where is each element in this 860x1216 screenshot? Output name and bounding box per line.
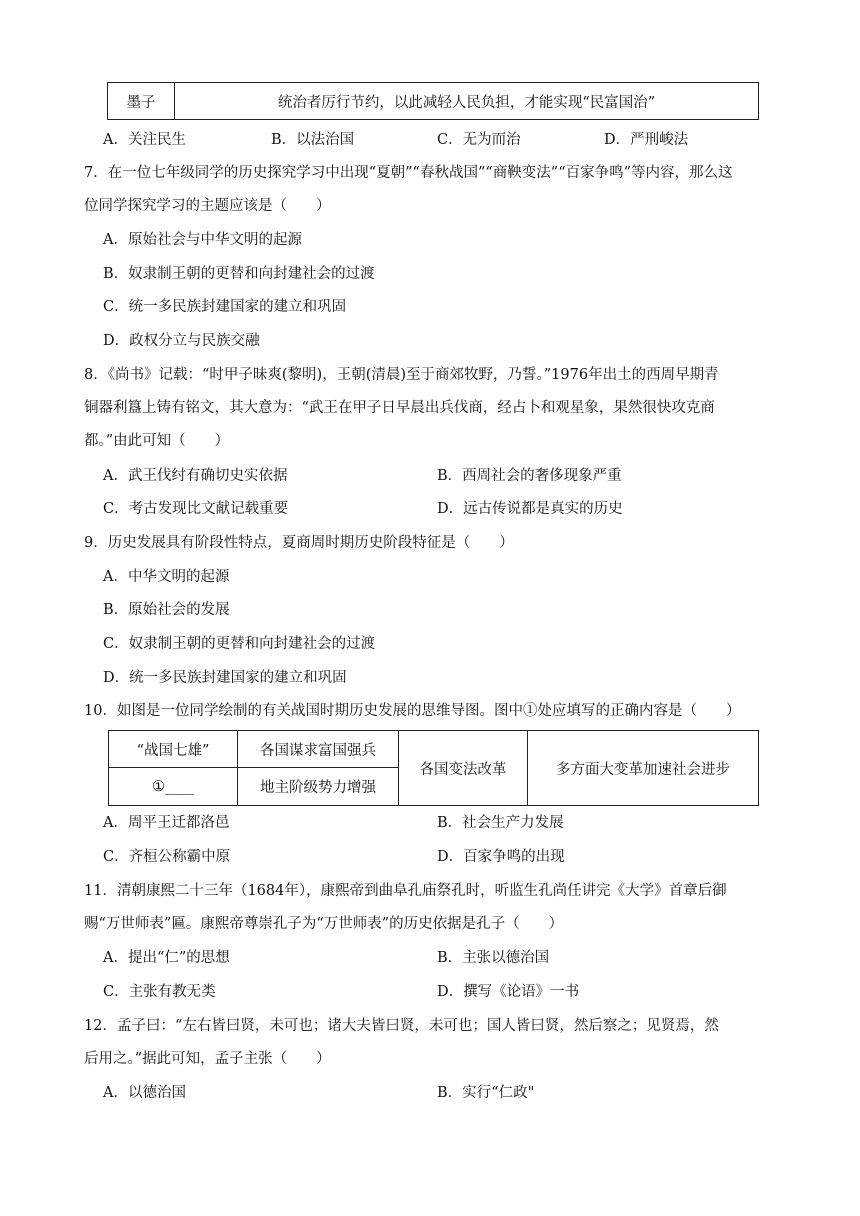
question-stem-line: 赐“万世师表”匾。康熙帝尊崇孔子为“万世师表”的历史依据是孔子（ ） <box>84 916 564 932</box>
option-a: A．关注民生 <box>103 132 186 148</box>
option-b: B．主张以德治国 <box>437 950 550 966</box>
option-b: B．西周社会的奢侈现象严重 <box>437 468 622 484</box>
option-a: A．提出“仁”的思想 <box>103 950 230 966</box>
option-d: D．百家争鸣的出现 <box>437 849 565 865</box>
table-cell: 各国变法改革 <box>399 731 528 806</box>
table-row <box>109 731 759 768</box>
table-cell: ①____ <box>109 768 238 806</box>
question-stem-line: 9．历史发展具有阶段性特点，夏商周时期历史阶段特征是（ ） <box>84 535 514 551</box>
option-d: D．政权分立与民族交融 <box>103 333 260 349</box>
option-b: B．以法治国 <box>271 132 355 148</box>
option-a: A．武王伐纣有确切史实依据 <box>103 468 288 484</box>
table-cell: 各国谋求富国强兵 <box>238 731 399 768</box>
option-c: C．考古发现比文献记载重要 <box>103 501 289 517</box>
table-cell: 统治者厉行节约，以此减轻人民负担，才能实现“民富国治” <box>175 83 759 120</box>
question-stem-line: 位同学探究学习的主题应该是（ ） <box>84 198 331 214</box>
table-cell: “战国七雄” <box>109 731 238 768</box>
question-stem-line: 12．孟子曰：“左右皆曰贤，未可也；诸大夫皆曰贤，未可也；国人皆曰贤，然后察之；见贤焉，然 <box>84 1018 719 1034</box>
option-b: B．实行“仁政" <box>437 1085 535 1101</box>
table-cell: 地主阶级势力增强 <box>238 768 399 806</box>
option-a: A．周平王迁都洛邑 <box>103 815 230 831</box>
mozi-table <box>107 82 759 120</box>
option-a: A．原始社会与中华文明的起源 <box>103 232 302 248</box>
table-cell: 多方面大变革加速社会进步 <box>528 731 759 806</box>
option-a: A．中华文明的起源 <box>103 569 230 585</box>
option-d: D．严刑峻法 <box>604 132 689 148</box>
question-stem-line: 铜器利簋上铸有铭文，其大意为：“武王在甲子日早晨出兵伐商，经占卜和观星象，果然很快攻克商 <box>84 400 715 416</box>
option-b: B．原始社会的发展 <box>103 602 230 618</box>
question-stem-line: 11．清朝康熙二十三年（1684年），康熙帝到曲阜孔庙祭孔时，听监生孔尚任讲完《大学》首章后御 <box>84 883 727 899</box>
option-a: A．以德治国 <box>103 1085 186 1101</box>
option-c: C．奴隶制王朝的更替和向封建社会的过渡 <box>103 636 376 652</box>
option-d: D．撰写《论语》一书 <box>437 984 580 1000</box>
question-stem-line: 10．如图是一位同学绘制的有关战国时期历史发展的思维导图。图中①处应填写的正确内容是（ ） <box>84 703 741 719</box>
option-c: C．主张有教无类 <box>103 984 216 1000</box>
option-b: B．社会生产力发展 <box>437 815 564 831</box>
question-stem-line: 都。”由此可知（ ） <box>84 433 230 449</box>
option-c: C．齐桓公称霸中原 <box>103 849 231 865</box>
option-c: C．统一多民族封建国家的建立和巩固 <box>103 299 347 315</box>
question-stem-line: 后用之。”据此可知，孟子主张（ ） <box>84 1051 331 1067</box>
option-c: C．无为而治 <box>437 132 521 148</box>
question-stem-line: 8．《尚书》记载：“时甲子昧爽(黎明)，王朝(清晨)至于商郊牧野，乃誓。”1976年出土的西周早期青 <box>84 367 719 383</box>
mind-map-table <box>108 730 759 806</box>
option-d: D．远古传说都是真实的历史 <box>437 501 623 517</box>
table-row <box>108 83 759 120</box>
question-stem-line: 7．在一位七年级同学的历史探究学习中出现“夏朝”“春秋战国”“商鞅变法”“百家争鸣”等内容，那么这 <box>84 165 733 181</box>
option-d: D．统一多民族封建国家的建立和巩固 <box>103 670 347 686</box>
option-b: B．奴隶制王朝的更替和向封建社会的过渡 <box>103 266 375 282</box>
table-cell: 墨子 <box>108 83 175 120</box>
